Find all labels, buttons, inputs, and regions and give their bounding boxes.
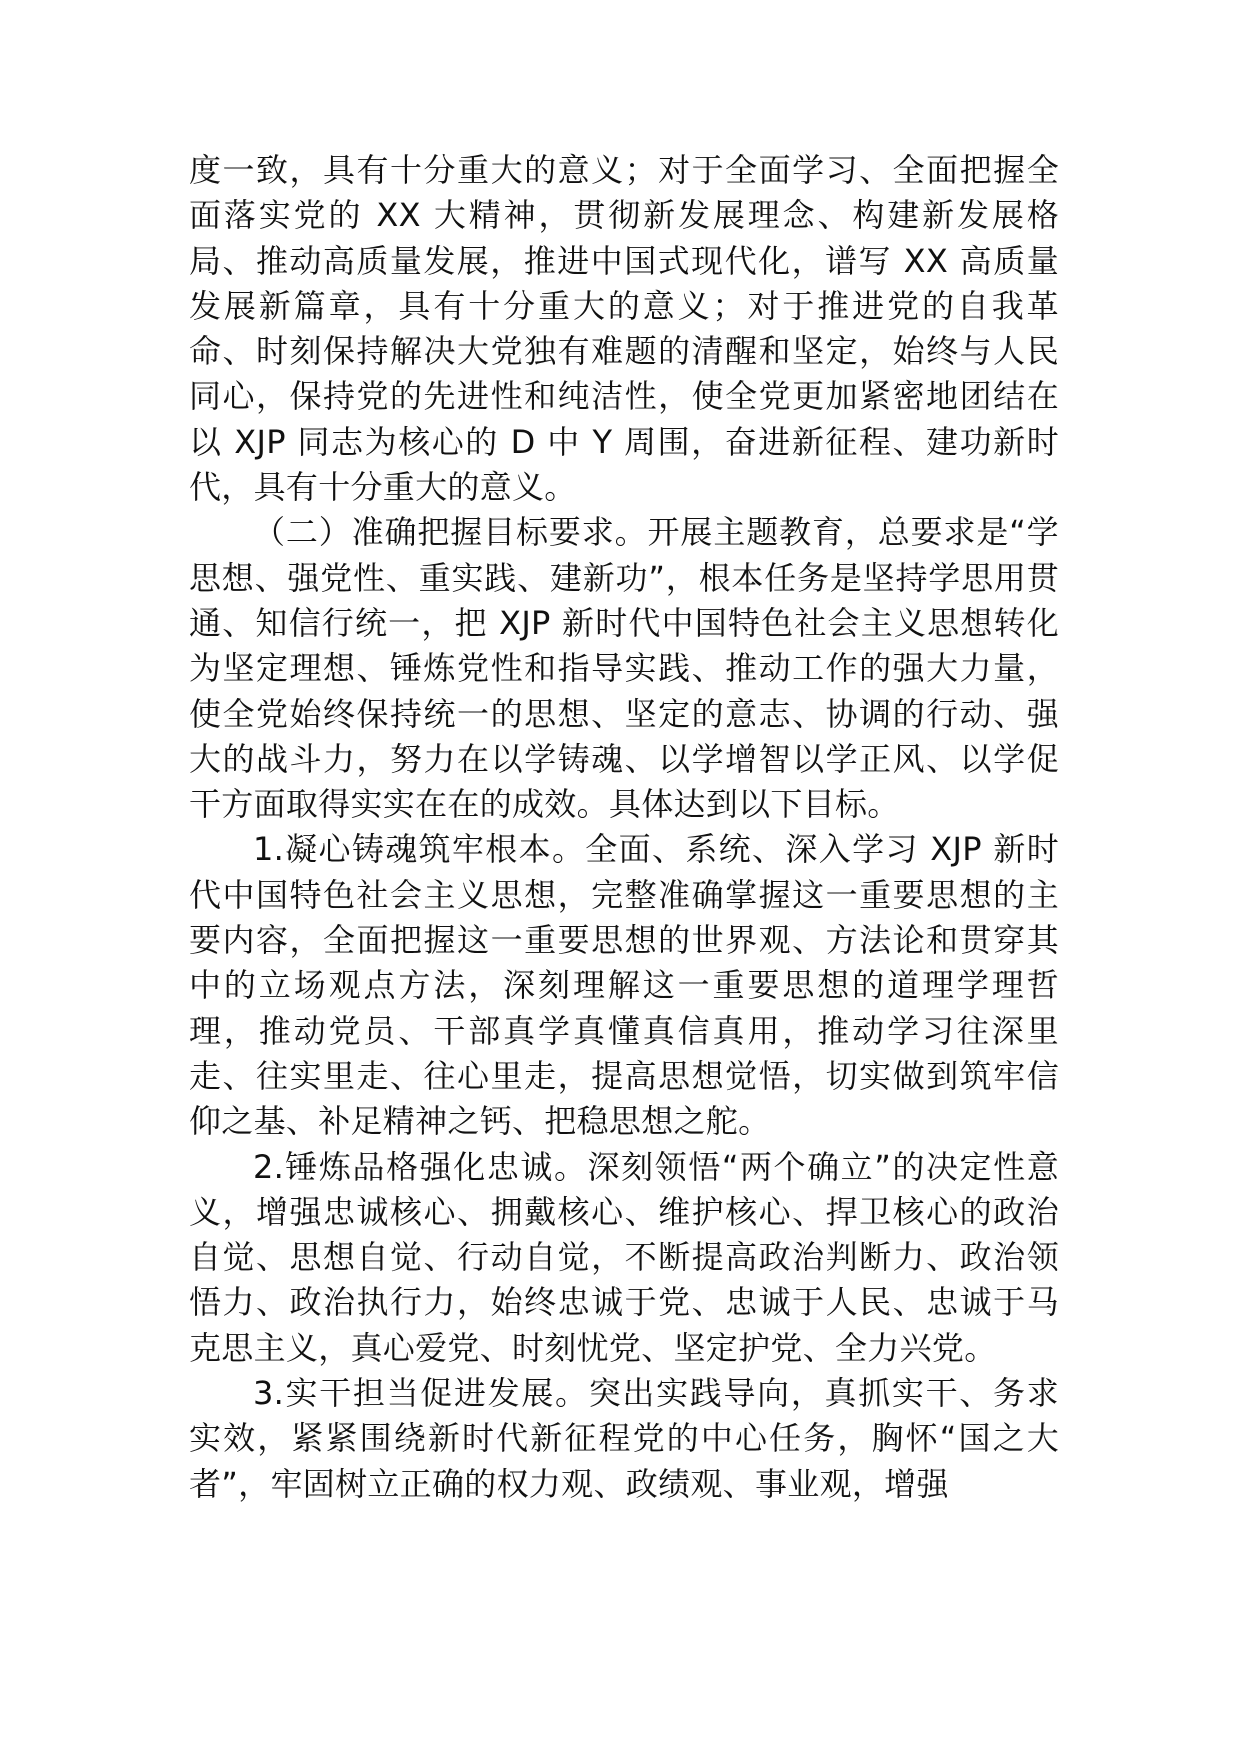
paragraph-significance-continued: 度一致，具有十分重大的意义；对于全面学习、全面把握全面落实党的 XX 大精神，贯彻新发展理念、构建新发展格局、推动高质量发展，推进中国式现代化，谱写 XX 高质量发展新篇章，具有十分重大的意义；对于推进党的自我革命、时刻保持解决大党独有难题的清醒和坚定，始终与人民同心，保持党的先进性和纯洁性，使全党更加紧密地团结在以 XJP 同志为核心的 D 中 Y 周围，奋进新征程、建功新时代，具有十分重大的意义。 [189, 151, 1059, 507]
paragraph-goals-requirements: （二）准确把握目标要求。开展主题教育，总要求是“学思想、强党性、重实践、建新功”，根本任务是坚持学思用贯通、知信行统一，把 XJP 新时代中国特色社会主义思想转化为坚定理想、锤炼党性和指导实践、推动工作的强大力量，使全党始终保持统一的思想、坚定的意志、协调的行动、强大的战斗力，努力在以学铸魂、以学增智以学正风、以学促干方面取得实实在在的成效。具体达到以下目标。 [189, 513, 1059, 824]
paragraph-goal-2: 2.锤炼品格强化忠诚。深刻领悟“两个确立”的决定性意义，增强忠诚核心、拥戴核心、维护核心、捍卫核心的政治自觉、思想自觉、行动自觉，不断提高政治判断力、政治领悟力、政治执行力，始终忠诚于党、忠诚于人民、忠诚于马克思主义，真心爱党、时刻忧党、坚定护党、全力兴党。 [189, 1147, 1059, 1367]
paragraph-goal-3: 3.实干担当促进发展。突出实践导向，真抓实干、务求实效，紧紧围绕新时代新征程党的中心任务，胸怀“国之大者”，牢固树立正确的权力观、政绩观、事业观，增强 [189, 1374, 1059, 1503]
document-body [189, 148, 1059, 1507]
paragraph-goal-1: 1.凝心铸魂筑牢根本。全面、系统、深入学习 XJP 新时代中国特色社会主义思想，完整准确掌握这一重要思想的主要内容，全面把握这一重要思想的世界观、方法论和贯穿其中的立场观点方法，深刻理解这一重要思想的道理学理哲理，推动党员、干部真学真懂真信真用，推动学习往深里走、往实里走、往心里走，提高思想觉悟，切实做到筑牢信仰之基、补足精神之钙、把稳思想之舵。 [189, 830, 1059, 1141]
